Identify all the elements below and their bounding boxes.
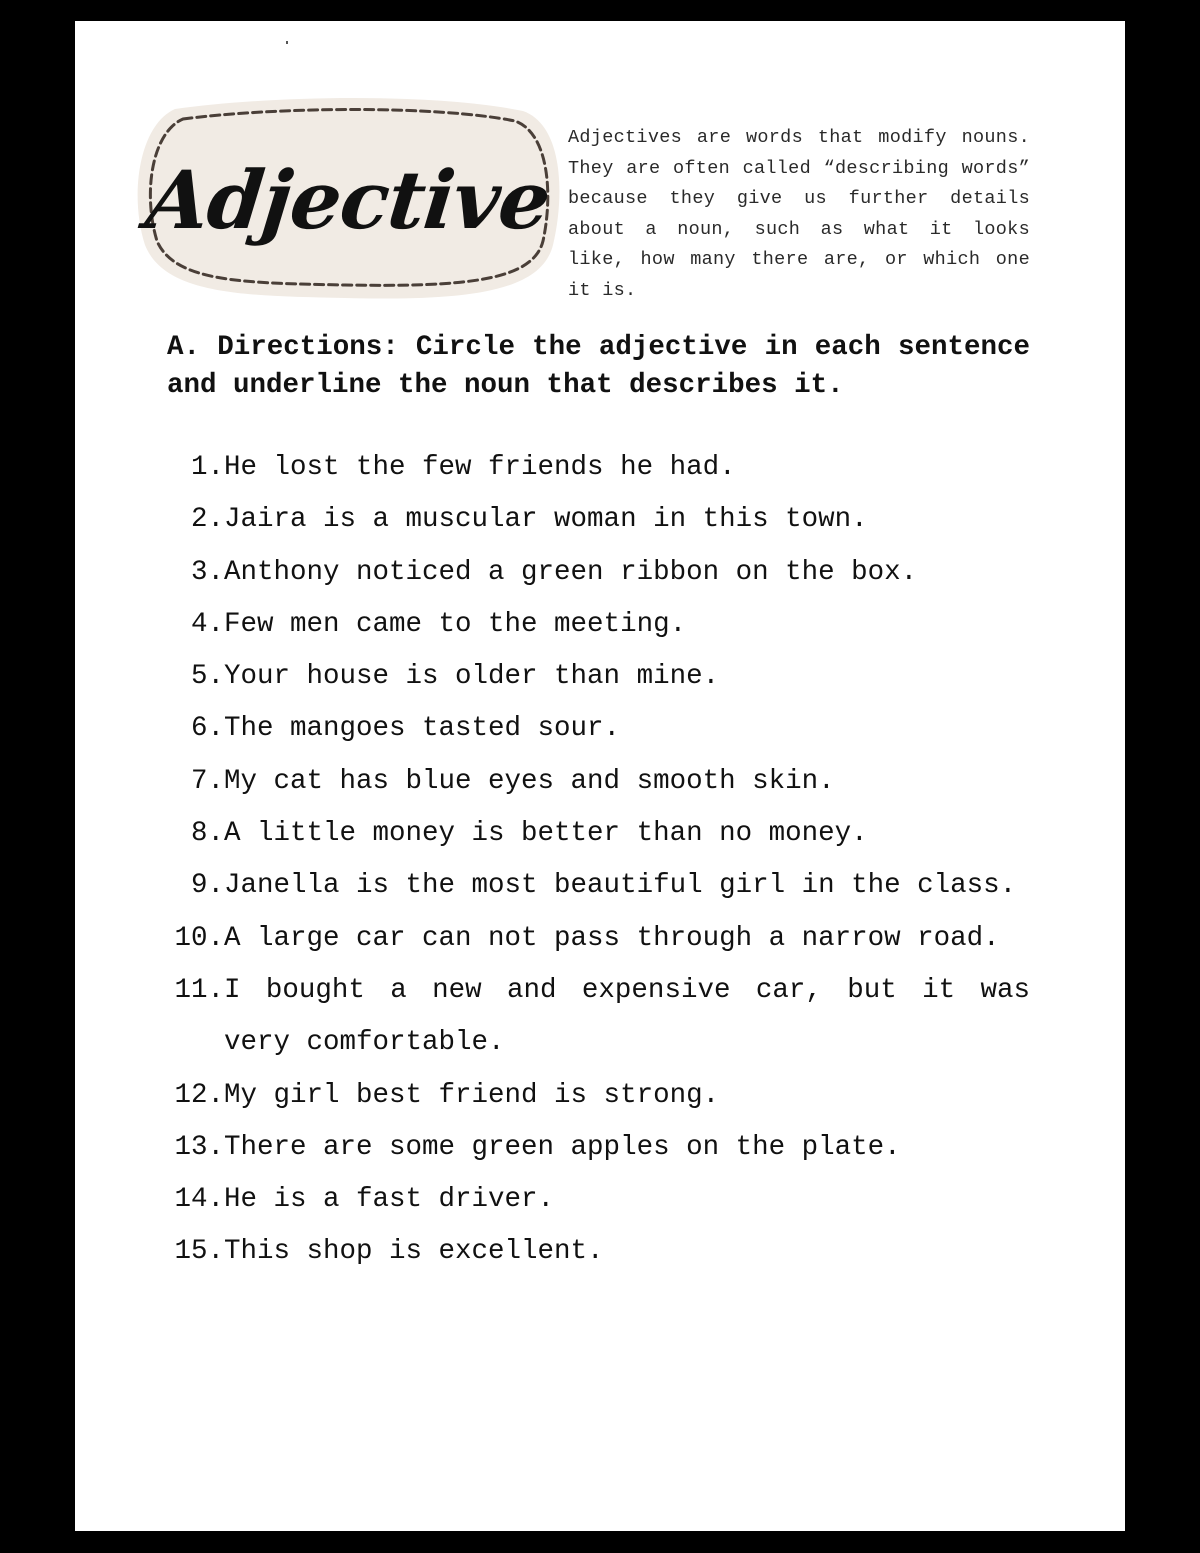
item-number: 9. (190, 870, 224, 902)
exercise-item (167, 1070, 1030, 1122)
exercise-item (167, 1226, 1030, 1278)
item-number: 14. (174, 1184, 224, 1216)
exercise-item (167, 808, 1030, 860)
item-number: 15. (174, 1236, 224, 1268)
exercise-item (167, 1122, 1030, 1174)
item-sentence: Few men came to the meeting. (224, 608, 687, 640)
item-number: 4. (190, 608, 224, 640)
item-sentence: This shop is excellent. (224, 1236, 604, 1268)
item-number: 1. (190, 452, 224, 483)
item-number: 8. (190, 818, 224, 850)
item-number: 5. (190, 661, 224, 693)
item-number: 7. (190, 765, 224, 797)
item-sentence: My cat has blue eyes and smooth skin. (224, 765, 835, 797)
item-number: 11. (174, 974, 224, 1006)
worksheet-page (75, 21, 1125, 1531)
item-sentence: A little money is better than no money. (224, 818, 868, 850)
exercise-item (167, 547, 1030, 599)
item-sentence: Anthony noticed a green ribbon on the box. (224, 556, 918, 588)
item-sentence: He is a fast driver. (224, 1184, 555, 1216)
item-sentence: I bought a new and expensive car, but it was very comfortable. (224, 974, 1030, 1059)
directions-heading: A. Directions: Circle the adjective in each sentence and underline the noun that describes it. (167, 332, 1030, 401)
item-number: 2. (190, 504, 224, 536)
item-sentence: My girl best friend is strong. (224, 1079, 720, 1111)
title-badge (135, 95, 561, 305)
item-number: 10. (174, 922, 224, 954)
item-sentence: Janella is the most beautiful girl in the class. (224, 870, 1017, 902)
exercise-item (167, 756, 1030, 808)
exercise-item (167, 965, 1030, 1070)
item-number: 6. (190, 713, 224, 745)
exercise-item (167, 1174, 1030, 1226)
exercise-item (167, 913, 1030, 965)
exercise-item (167, 860, 1030, 912)
item-sentence: A large car can not pass through a narrow road. (224, 922, 1000, 954)
stray-mark (286, 41, 288, 44)
intro-paragraph: Adjectives are words that modify nouns. They are often called “describing words” because they give us further details about a noun, such as what it looks like, how many there are, or which one it is. (568, 127, 1030, 301)
exercise-item (167, 651, 1030, 703)
exercise-list (167, 442, 1030, 1279)
item-sentence: He lost the few friends he had. (224, 452, 736, 483)
worksheet-title: Adjective (141, 153, 555, 247)
item-number: 12. (174, 1079, 224, 1111)
item-sentence: There are some green apples on the plate. (224, 1131, 901, 1163)
item-sentence: The mangoes tasted sour. (224, 713, 621, 745)
exercise-item (167, 494, 1030, 546)
item-sentence: Your house is older than mine. (224, 661, 720, 693)
item-number: 3. (190, 556, 224, 588)
item-sentence: Jaira is a muscular woman in this town. (224, 504, 868, 536)
exercise-item (167, 599, 1030, 651)
exercise-item (167, 442, 1030, 494)
item-number: 13. (174, 1131, 224, 1163)
exercise-item (167, 703, 1030, 755)
